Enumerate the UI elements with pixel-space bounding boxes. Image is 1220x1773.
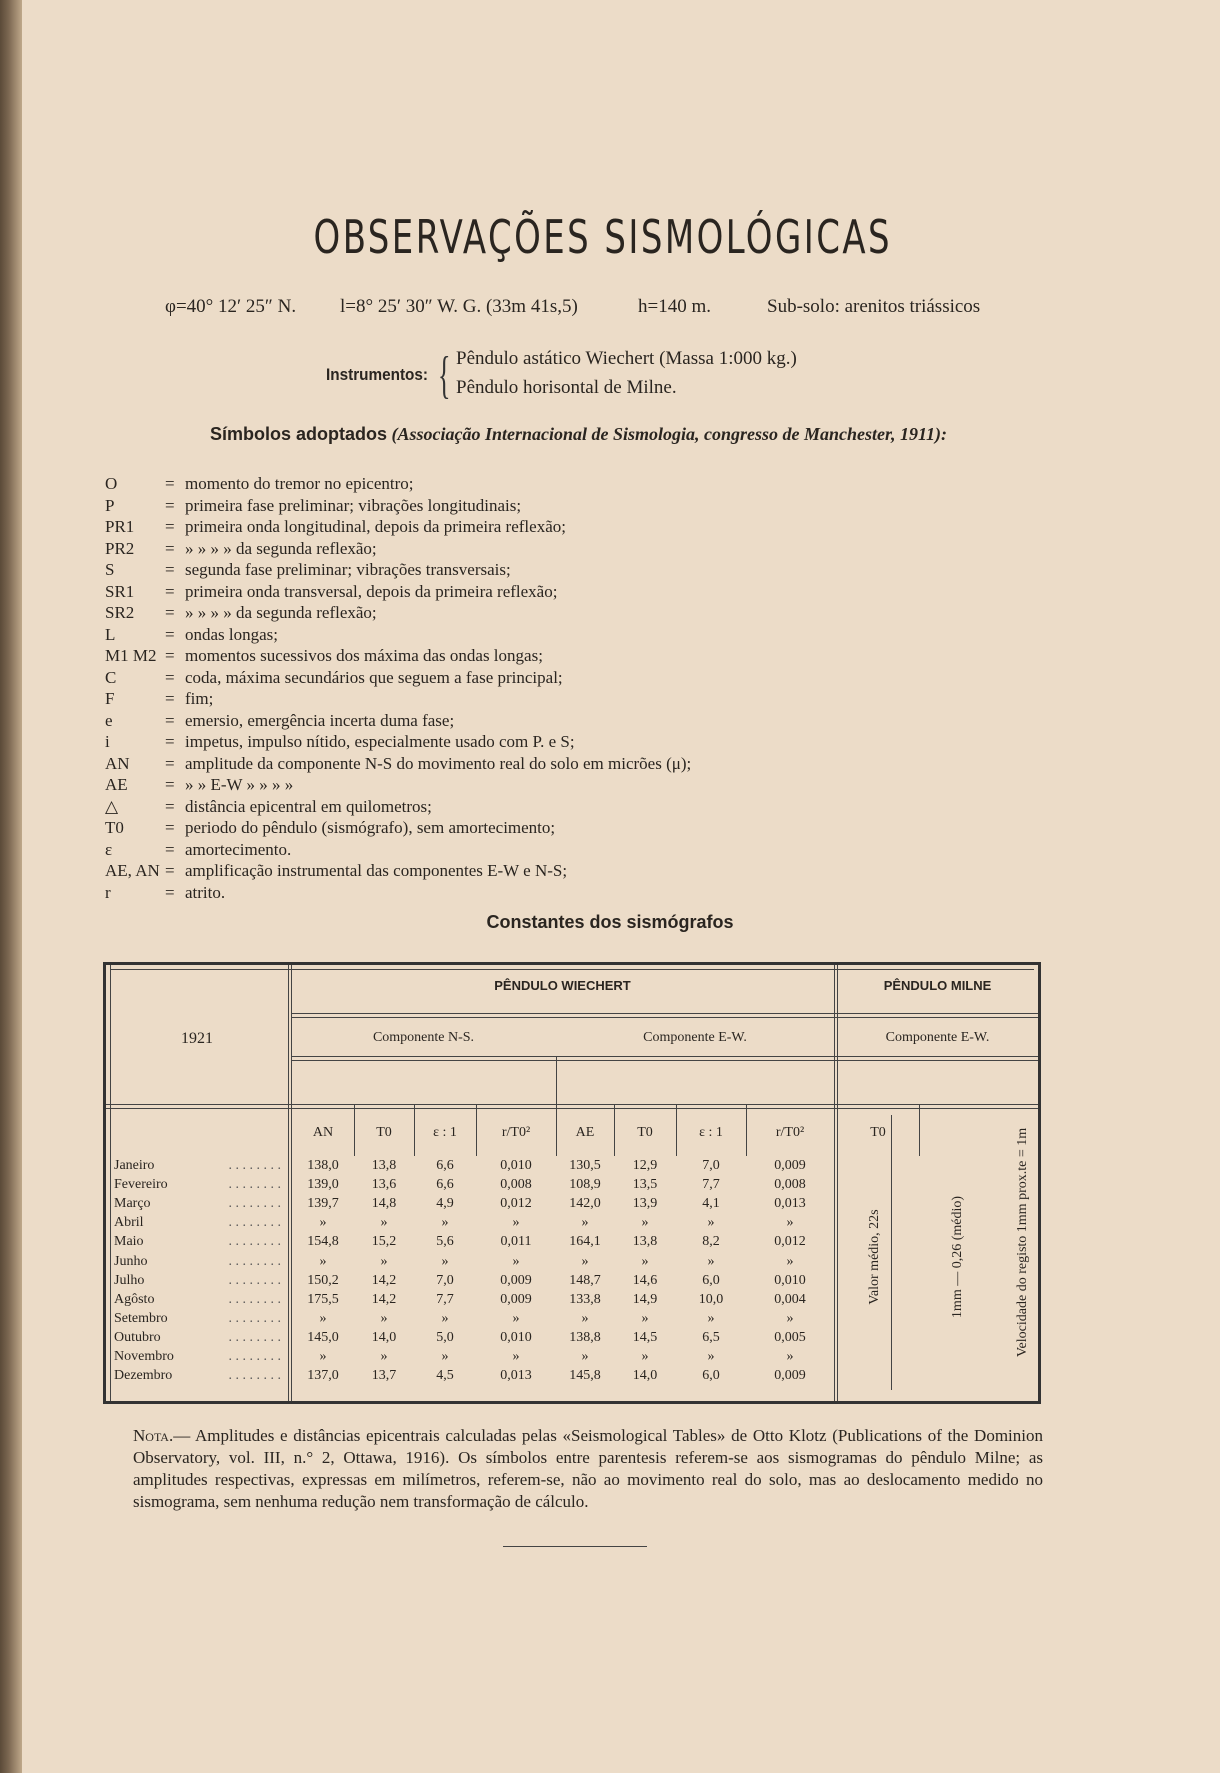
symbol-code: O [105,474,118,493]
symbol-code: ε [105,839,113,859]
instrument-item: Pêndulo astático Wiechert (Massa 1:000 kg.) [456,348,797,369]
table-cell: 13,8 [632,1234,658,1250]
symbol-code: △ [105,796,119,816]
symbol-code: SR2 [105,603,135,622]
table-cell: 0,008 [500,1177,532,1193]
constants-heading: Constantes dos sismógrafos [486,912,734,932]
table-cell: 139,7 [307,1196,339,1212]
leader-dots: . . . . . . . . [228,1196,281,1212]
month-label: Março [114,1196,151,1212]
symbol-equals: = [165,775,175,794]
month-label: Julho [114,1272,145,1288]
symbol-equals: = [165,603,175,622]
table-cell: 13,5 [632,1177,658,1193]
leader-dots: . . . . . . . . [228,1234,281,1250]
leader-dots: . . . . . . . . [228,1368,281,1384]
table-cell: 14,8 [371,1196,397,1212]
symbol-meaning: primeira onda longitudinal, depois da primeira reflexão; [185,517,566,536]
symbol-meaning: atrito. [185,882,226,902]
column-header: ε : 1 [433,1125,457,1140]
table-cell: 0,012 [774,1234,806,1250]
table-cell: 8,2 [702,1234,720,1250]
table-cell: 130,5 [569,1158,601,1173]
page-title: OBSERVAÇÕES SISMOLÓGICAS [313,210,893,264]
table-cell: » [512,1349,520,1364]
table-cell: 145,0 [307,1329,339,1345]
book-spine [0,0,22,1773]
column-header: AN [312,1125,334,1140]
table-cell: 14,9 [632,1291,658,1307]
table-cell: 164,1 [569,1234,601,1250]
year-header: 1921 [181,1030,213,1047]
table-cell: » [512,1310,520,1326]
table-cell: 6,6 [436,1158,454,1173]
table-cell: 7,0 [702,1158,720,1173]
symbol-code: AE [105,775,128,794]
table-cell: 0,008 [774,1177,806,1193]
table-cell: 14,0 [632,1368,658,1384]
symbol-code: S [105,560,115,579]
table-cell: » [581,1215,589,1231]
end-rule [503,1546,647,1547]
milne-t0-value: Valor médio, 22s [867,1209,882,1305]
constants-table [103,962,1041,1404]
symbol-equals: = [165,732,175,751]
column-header: AE [575,1125,595,1140]
table-cell: » [319,1253,327,1269]
table-cell: » [441,1215,449,1231]
symbol-code: e [105,710,113,730]
table-cell: » [707,1349,715,1364]
symbol-meaning: primeira onda transversal, depois da primeira reflexão; [185,581,558,601]
symbol-code: P [105,495,115,515]
table-cell: 13,9 [632,1196,658,1212]
symbol-equals: = [165,560,175,579]
leader-dots: . . . . . . . . [228,1158,281,1173]
table-cell: 108,9 [569,1177,601,1193]
table-cell: » [641,1310,649,1326]
leader-dots: . . . . . . . . [228,1349,281,1364]
table-cell: » [441,1253,449,1269]
symbol-equals: = [165,495,175,515]
table-cell: » [641,1253,649,1269]
table-rule [834,965,835,1401]
table-cell: 145,8 [569,1368,601,1384]
symbol-meaning: momentos sucessivos dos máxima das ondas longas; [185,646,543,665]
leader-dots: . . . . . . . . [228,1272,281,1288]
table-cell: 0,012 [500,1196,532,1212]
column-header: r/T0² [501,1125,531,1140]
symbol-code: PR1 [105,517,135,536]
table-cell: 6,0 [702,1272,720,1288]
table-cell: 0,005 [774,1329,806,1345]
table-cell: » [512,1215,520,1231]
altitude: h=140 m. [638,296,711,317]
column-header: T0 [870,1125,886,1140]
table-cell: 138,8 [569,1329,601,1345]
month-label: Dezembro [114,1368,173,1384]
symbol-code: T0 [105,818,124,837]
table-cell: 0,009 [774,1158,806,1173]
symbol-code: r [105,882,111,902]
symbol-equals: = [165,474,175,493]
table-cell: 0,009 [500,1291,532,1307]
symbols-heading-source: (Associação Internacional de Sismologia, congresso de Manchester, 1911): [391,424,948,444]
month-label: Novembro [114,1349,174,1364]
table-cell: 0,013 [500,1368,532,1384]
table-cell: 10,0 [698,1291,724,1307]
symbol-meaning: impetus, impulso nítido, especialmente usado com P. e S; [185,732,575,751]
bracket-line [891,1115,892,1390]
month-label: Janeiro [114,1158,155,1173]
leader-dots: . . . . . . . . [228,1177,281,1193]
table-cell: 13,6 [371,1177,397,1193]
symbol-meaning: momento do tremor no epicentro; [185,474,414,493]
column-header: r/T0² [775,1125,805,1140]
table-cell: » [512,1253,520,1269]
table-cell: 133,8 [569,1291,601,1307]
table-cell: » [441,1349,449,1364]
table-rule [291,1013,1038,1014]
table-cell: » [786,1253,794,1269]
table-cell: » [707,1310,715,1326]
symbol-meaning: » » E-W » » » » [185,775,294,794]
table-cell: » [380,1349,388,1364]
table-cell: » [319,1215,327,1231]
symbol-equals: = [165,818,175,837]
component-ew-milne-header: Componente E-W. [885,1030,990,1045]
table-cell: 7,7 [436,1291,454,1307]
symbol-meaning: emersio, emergência incerta duma fase; [185,710,455,730]
symbol-equals: = [165,753,175,773]
symbol-code: AE, AN [105,861,160,880]
table-cell: 7,0 [436,1272,454,1288]
table-cell: » [786,1215,794,1231]
symbol-equals: = [165,517,175,536]
table-cell: » [380,1310,388,1326]
milne-header: PÊNDULO MILNE [883,978,992,993]
month-label: Fevereiro [114,1177,168,1193]
symbol-code: AN [105,753,130,773]
column-header: T0 [376,1125,392,1140]
table-rule [556,1056,557,1104]
symbol-equals: = [165,538,175,558]
table-cell: 13,8 [371,1158,397,1173]
leader-dots: . . . . . . . . [228,1215,281,1231]
table-cell: 0,009 [774,1368,806,1384]
column-header: T0 [637,1125,653,1140]
month-label: Maio [114,1234,144,1250]
table-cell: » [786,1310,794,1326]
symbol-code: L [105,624,116,644]
column-header: ε : 1 [699,1125,723,1140]
symbol-equals: = [165,646,175,665]
table-cell: » [581,1310,589,1326]
table-cell: 6,5 [702,1329,720,1345]
symbol-meaning: » » » » da segunda reflexão; [185,603,377,622]
symbol-meaning: fim; [185,689,214,708]
month-label: Abril [114,1215,144,1231]
leader-dots: . . . . . . . . [228,1291,281,1307]
milne-ratio-value: 1mm — 0,26 (médio) [950,1195,965,1319]
footnote-lead: Nota. [133,1426,174,1445]
instruments-label: Instrumentos: [326,365,429,384]
symbol-equals: = [165,839,175,859]
table-cell: 7,7 [702,1177,720,1193]
symbol-equals: = [165,689,175,708]
symbol-meaning: periodo do pêndulo (sismógrafo), sem amortecimento; [185,818,556,837]
symbol-code: F [105,689,115,708]
table-cell: 175,5 [307,1291,339,1307]
table-cell: 13,7 [371,1368,397,1384]
table-cell: 154,8 [307,1234,339,1250]
table-cell: 0,013 [774,1196,806,1212]
table-cell: » [441,1310,449,1326]
symbol-code: PR2 [105,538,135,558]
subsoil: Sub-solo: arenitos triássicos [767,296,981,317]
brace-glyph: { [438,347,451,404]
leader-dots: . . . . . . . . [228,1310,281,1326]
symbol-meaning: distância epicentral em quilometros; [185,796,432,816]
longitude: l=8° 25′ 30″ W. G. (33m 41s,5) [340,296,578,317]
table-rule [291,1060,1038,1061]
symbol-equals: = [165,710,175,730]
symbols-heading-lead: Símbolos adoptados [210,424,388,444]
component-ns-header: Componente N-S. [372,1030,475,1045]
table-cell: 14,6 [632,1272,658,1288]
symbol-equals: = [165,861,175,880]
table-cell: » [319,1349,327,1364]
table-cell: » [380,1253,388,1269]
table-cell: 142,0 [569,1196,601,1212]
table-cell: 0,010 [500,1158,532,1173]
table-inner-border [110,969,1034,970]
table-cell: 14,5 [632,1329,658,1345]
symbol-code: i [105,732,110,751]
symbol-equals: = [165,667,175,687]
instrument-item: Pêndulo horisontal de Milne. [456,377,677,398]
leader-dots: . . . . . . . . [228,1329,281,1345]
table-cell: 137,0 [307,1368,339,1384]
table-cell: » [707,1253,715,1269]
table-cell: 14,2 [371,1272,397,1288]
table-cell: 12,9 [632,1158,658,1173]
symbol-equals: = [165,581,175,601]
symbol-meaning: amplitude da componente N-S do movimento real do solo em micrões (μ); [185,753,692,773]
table-cell: 150,2 [307,1272,339,1288]
month-label: Setembro [114,1310,168,1326]
month-label: Outubro [114,1329,161,1345]
table-cell: 4,9 [436,1196,454,1212]
symbol-meaning: primeira fase preliminar; vibrações longitudinais; [185,495,522,515]
symbol-code: SR1 [105,581,135,601]
symbol-meaning: amortecimento. [185,839,292,859]
table-cell: » [581,1349,589,1364]
symbol-meaning: segunda fase preliminar; vibrações transversais; [185,560,511,579]
table-rule [288,965,289,1401]
month-label: Junho [114,1253,148,1269]
table-cell: 138,0 [307,1158,339,1173]
symbol-code: M1 M2 [105,646,157,665]
table-rule [291,1017,1038,1018]
table-cell: 0,009 [500,1272,532,1288]
symbol-equals: = [165,796,175,816]
table-cell: 0,011 [500,1234,532,1250]
table-cell: » [641,1215,649,1231]
table-rule [919,1104,920,1156]
table-cell: 5,0 [436,1329,454,1345]
table-rule [291,1056,1038,1057]
table-cell: » [707,1215,715,1231]
table-cell: 139,0 [307,1177,339,1193]
table-cell: » [786,1349,794,1364]
leader-dots: . . . . . . . . [228,1253,281,1269]
symbol-code: C [105,667,117,687]
table-cell: » [581,1253,589,1269]
component-ew-header: Componente E-W. [643,1030,747,1045]
table-cell: 14,2 [371,1291,397,1307]
table-cell: 0,004 [774,1291,806,1307]
table-cell: » [380,1215,388,1231]
table-cell: 4,5 [436,1368,454,1384]
symbol-meaning: » » » » da segunda reflexão; [185,538,377,558]
milne-speed-value: Velocidade do registo 1mm prox.te = 1m [1015,1127,1030,1357]
table-cell: 0,010 [500,1329,532,1345]
symbols-heading [210,424,947,445]
table-rule [106,1104,1038,1105]
table-cell: 4,1 [702,1196,720,1212]
footnote-text: — Amplitudes e distâncias epicentrais calculadas pelas «Seismological Tables» de Otto Klotz (Publications of the Dominion Observatory, vol. III, n.° 2, Ottawa, 1916). Os símbolos entre parentesis referem-se aos sismogramas do pêndulo Milne; as amplitudes respectivas, expressas em milímetros, referem-se, não ao movimento real do solo, mas ao deslocamento medido no sismograma, sem nenhuma redução nem transformação de cálculo. [133,1426,1043,1511]
symbol-meaning: coda, máxima secundários que seguem a fase principal; [185,667,563,687]
table-cell: 148,7 [569,1272,601,1288]
table-cell: 6,0 [702,1368,720,1384]
table-cell: » [641,1349,649,1364]
latitude: φ=40° 12′ 25″ N. [165,296,297,317]
table-cell: 14,0 [371,1329,397,1345]
table-cell: 0,010 [774,1272,806,1288]
table-rule [106,1108,1038,1109]
symbol-meaning: amplificação instrumental das componentes E-W e N-S; [185,861,568,880]
symbol-equals: = [165,624,175,644]
symbol-equals: = [165,882,175,902]
footnote [133,1425,1043,1513]
symbol-meaning: ondas longas; [185,624,279,644]
wiechert-header: PÊNDULO WIECHERT [494,978,631,993]
table-cell: » [319,1310,327,1326]
month-label: Agôsto [114,1291,155,1307]
table-cell: 15,2 [371,1234,397,1250]
table-cell: 6,6 [436,1177,454,1193]
table-cell: 5,6 [436,1234,454,1250]
